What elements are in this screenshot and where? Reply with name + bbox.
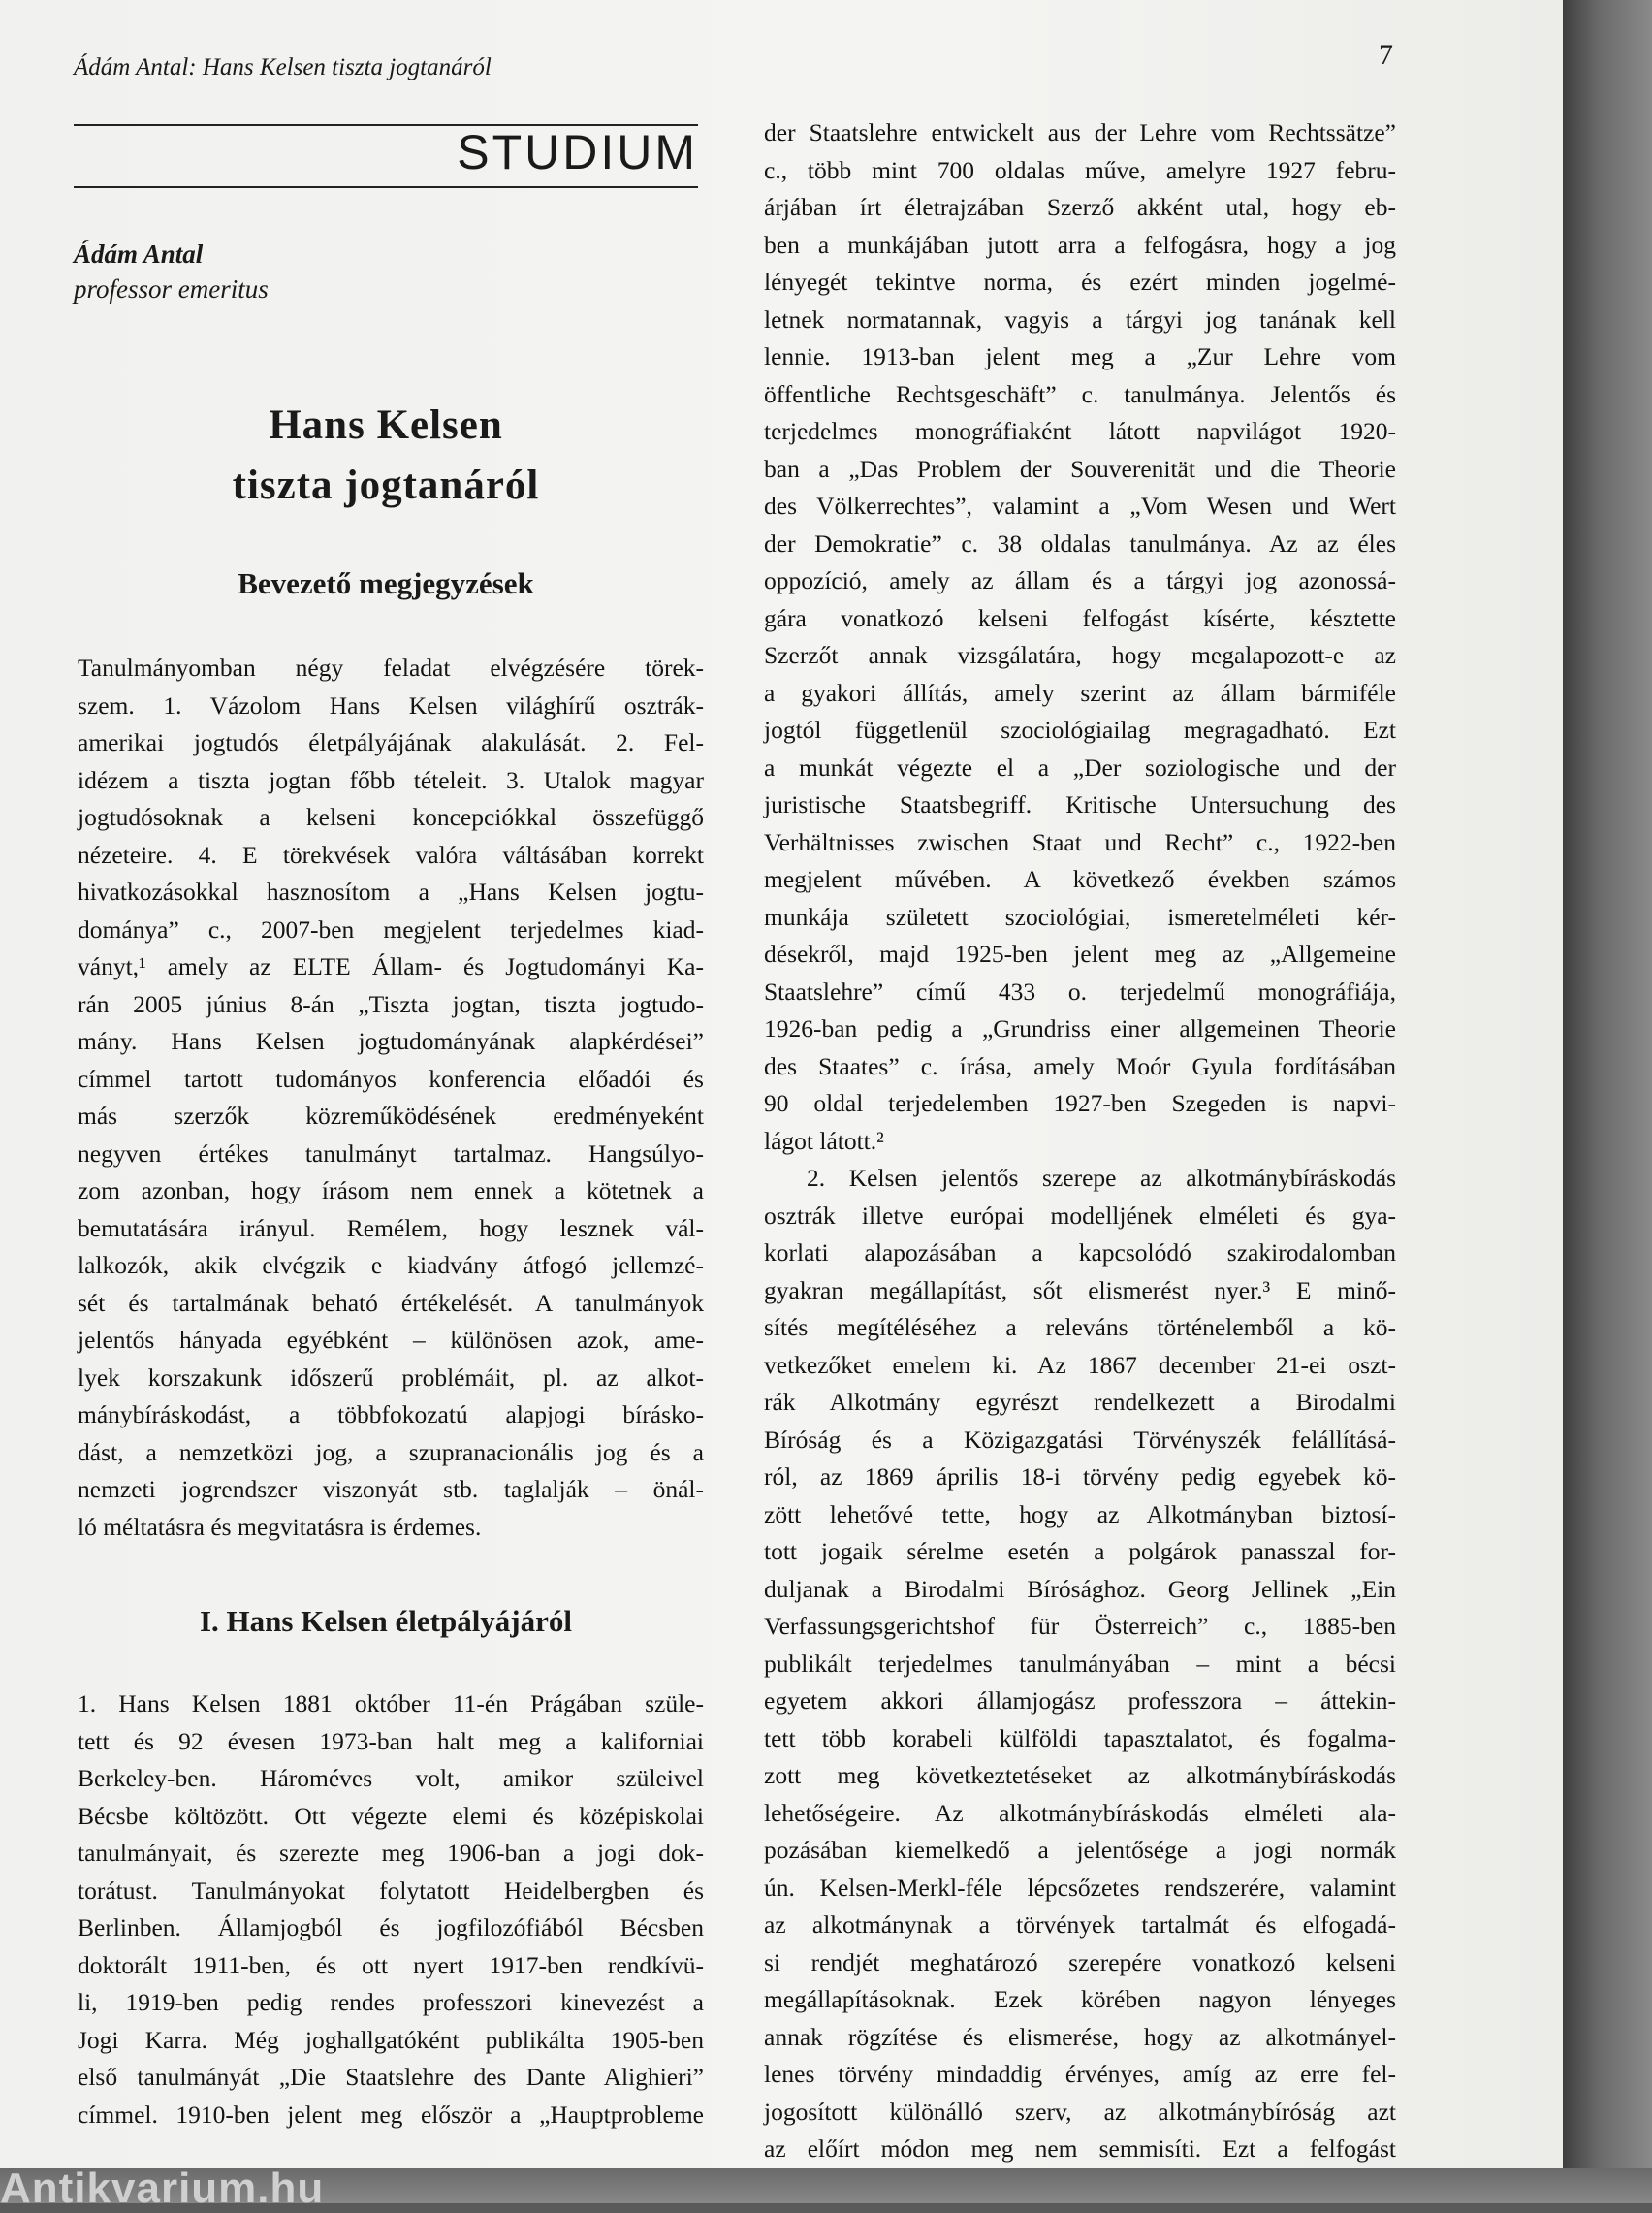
- article-title: [74, 396, 698, 516]
- text-line: ló méltatásra és megvitatásra is érdemes.: [78, 1512, 482, 1541]
- text-line: terjedelmes monográfiaként látott napvilágot 1920-: [764, 417, 1396, 445]
- text-line: lalkozók, akik elvégzik e kiadvány átfogó jellemzé-: [78, 1251, 704, 1279]
- text-line: egyetem akkori államjogász professzora – áttekin-: [764, 1686, 1396, 1715]
- text-line: pozásában kiemelkedő a jelentősége a jogi normák: [764, 1836, 1396, 1864]
- text-line: ben a munkájában jutott arra a felfogásra, hogy a jog: [764, 230, 1396, 259]
- text-line: negyven értékes tanulmányt tartalmaz. Hangsúlyo-: [78, 1139, 704, 1168]
- text-line: si rendjét meghatározó szerepére vonatkozó kelseni: [764, 1947, 1396, 1976]
- text-line: árjában írt életrajzában Szerző akként utal, hogy eb-: [764, 193, 1396, 221]
- text-line: tanulmányait, és szerezte meg 1906-ban a jogi dok-: [78, 1839, 704, 1867]
- text-line: lyek korszakunk időszerű problémáit, pl. az alkot-: [78, 1363, 704, 1392]
- text-line: Szerzőt annak vizsgálatára, hogy megalapozott-e az: [764, 641, 1396, 669]
- text-line: rák Alkotmány egyrészt rendelkezett a Birodalmi: [764, 1388, 1396, 1416]
- text-line: tett és 92 évesen 1973-ban halt meg a kaliforniai: [78, 1726, 704, 1755]
- title-line-2: tiszta jogtanáról: [232, 463, 540, 508]
- text-line: c., több mint 700 oldalas műve, amelyre 1927 febru-: [764, 155, 1396, 184]
- watermark: Antikvarium.hu: [0, 2165, 325, 2212]
- intro-paragraph: [78, 650, 704, 1546]
- running-title: Ádám Antal: Hans Kelsen tiszta jogtanáról: [74, 54, 492, 80]
- text-line: lennie. 1913-ban jelent meg a „Zur Lehre vom: [764, 342, 1396, 370]
- text-line: Berkeley-ben. Hároméves volt, amikor szüleivel: [78, 1764, 704, 1792]
- text-line: első tanulmányát „Die Staatslehre des Dante Alighieri”: [78, 2063, 704, 2091]
- article-subtitle: Bevezető megjegyzések: [238, 566, 534, 600]
- text-line: öffentliche Rechtsgeschäft” c. tanulmánya. Jelentős és: [764, 379, 1396, 408]
- text-line: mánybíráskodást, a többfokozatú alapjogi bírásko-: [78, 1400, 704, 1428]
- text-line: munkája született szociológiai, ismeretelméleti kér-: [764, 902, 1396, 931]
- text-line: Bécsbe költözött. Ott végezte elemi és középiskolai: [78, 1801, 704, 1830]
- text-line: jogosított különálló szerv, az alkotmánybíróság azt: [764, 2097, 1396, 2126]
- text-line: 90 oldal terjedelemben 1927-ben Szegeden is napvi-: [764, 1089, 1396, 1117]
- text-line: a gyakori állítás, amely szerint az állam bármiféle: [764, 678, 1396, 707]
- author-name: Ádám Antal: [74, 240, 204, 269]
- text-line: li, 1919-ben pedig rendes professzori kinevezést a: [78, 1988, 704, 2016]
- text-line: annak rögzítése és elismerése, hogy az alkotmányel-: [764, 2022, 1396, 2051]
- text-line: zott meg következtetéseket az alkotmánybíráskodás: [764, 1761, 1396, 1789]
- text-line: des Staates” c. írása, amely Moór Gyula fordításában: [764, 1051, 1396, 1080]
- text-line: hivatkozásokkal hasznosítom a „Hans Kelsen jogtu-: [78, 878, 704, 906]
- text-line: vetkezőket emelem ki. Az 1867 december 21-ei oszt-: [764, 1350, 1396, 1379]
- text-line: désekről, majd 1925-ben jelent meg az „Allgemeine: [764, 940, 1396, 968]
- text-line: duljanak a Birodalmi Bírósághoz. Georg Jellinek „Ein: [764, 1574, 1396, 1603]
- text-line: Jogi Karra. Még joghallgatóként publikálta 1905-ben: [78, 2025, 704, 2054]
- text-line: 1. Hans Kelsen 1881 október 11-én Prágában szüle-: [78, 1689, 704, 1717]
- text-line: rán 2005 június 8-án „Tiszta jogtan, tiszta jogtudo-: [78, 989, 704, 1018]
- text-line: az alkotmánynak a törvények tartalmát és elfogadá-: [764, 1910, 1396, 1939]
- page-number: 7: [1379, 39, 1393, 71]
- text-line: ványt,¹ amely az ELTE Állam- és Jogtudományi Ka-: [78, 952, 704, 980]
- text-line: szem. 1. Vázolom Hans Kelsen világhírű osztrák-: [78, 690, 704, 720]
- section1-paragraph: [78, 1685, 704, 2133]
- text-line: zom azonban, hogy írásom nem ennek a kötetnek a: [78, 1176, 704, 1204]
- section-label: STUDIUM: [457, 125, 698, 179]
- text-line: címmel. 1910-ben jelent meg először a „Hauptprobleme: [78, 2100, 704, 2129]
- author-block: [74, 237, 269, 306]
- text-line: lenes törvény mindaddig érvényes, amíg az erre fel-: [764, 2060, 1396, 2088]
- author-role: professor emeritus: [74, 274, 269, 304]
- text-line: bemutatására irányul. Remélem, hogy lesznek vál-: [78, 1213, 704, 1242]
- section-heading: I. Hans Kelsen életpályájáról: [199, 1604, 573, 1638]
- text-line: a munkát végezte el a „Der soziologische und der: [764, 753, 1396, 782]
- text-line: jelentős hányada egyébként – különösen azok, ame-: [78, 1326, 704, 1354]
- text-line: az előírt módon meg nem semmisíti. Ezt a felfogást: [764, 2134, 1396, 2163]
- text-line: nemzeti jogrendszer viszonyát stb. taglalják – önál-: [78, 1475, 704, 1503]
- text-line: der Demokratie” c. 38 oldalas tanulmánya. Az az éles: [764, 529, 1396, 558]
- text-line: Verhältnisses zwischen Staat und Recht” c., 1922-ben: [764, 827, 1396, 856]
- right-column: [764, 114, 1396, 2168]
- text-line: Tanulmányomban négy feladat elvégzésére törek-: [78, 654, 704, 682]
- text-line: Verfassungsgerichtshof für Österreich” c., 1885-ben: [764, 1612, 1396, 1640]
- text-line: oppozíció, amely az állam és a tárgyi jog azonossá-: [764, 566, 1396, 594]
- text-line: amerikai jogtudós életpályájának alakulását. 2. Fel-: [78, 728, 704, 756]
- text-line: zött lehetővé tette, hogy az Alkotmányban biztosí-: [764, 1499, 1396, 1528]
- text-line: Staatslehre” című 433 o. terjedelmű monográfiája,: [764, 977, 1396, 1006]
- page-shadow: [1563, 0, 1652, 2203]
- text-line: mány. Hans Kelsen jogtudományának alapkérdései”: [78, 1027, 704, 1055]
- text-line: lágot látott.²: [764, 1126, 884, 1155]
- bottom-rule: [74, 186, 698, 188]
- text-line: gyakran megállapítást, sőt elismerést nyer.³ E minő-: [764, 1275, 1396, 1304]
- text-line: sét és tartalmának beható értékelését. A tanulmányok: [78, 1288, 704, 1317]
- title-line-1: Hans Kelsen: [269, 402, 503, 448]
- text-line: ban a „Das Problem der Souverenität und die Theorie: [764, 454, 1396, 483]
- text-line: torátust. Tanulmányokat folytatott Heidelbergben és: [78, 1876, 704, 1905]
- text-line: megállapításoknak. Ezek körében nagyon lényeges: [764, 1985, 1396, 2013]
- text-line: ún. Kelsen-Merkl-féle lépcsőzetes rendszerére, valamint: [764, 1873, 1396, 1902]
- text-line: 1926-ban pedig a „Grundriss einer allgemeinen Theorie: [764, 1014, 1396, 1042]
- text-line: juristische Staatsbegriff. Kritische Untersuchung des: [764, 790, 1396, 818]
- text-line: dománya” c., 2007-ben megjelent terjedelmes kiad-: [78, 914, 704, 944]
- text-line: korlati alapozásában a kapcsolódó szakirodalomban: [764, 1238, 1396, 1267]
- text-line: doktorált 1911-ben, és ott nyert 1917-ben rendkívü-: [78, 1950, 704, 1979]
- text-line: Bíróság és a Közigazgatási Törvényszék felállításá-: [764, 1425, 1396, 1454]
- text-line: publikált terjedelmes tanulmányában – mint a bécsi: [764, 1649, 1396, 1678]
- text-line: letnek normatannak, vagyis a tárgyi jog tanának kell: [764, 305, 1396, 334]
- text-line: lehetőségeire. Az alkotmánybíráskodás elméleti ala-: [764, 1798, 1396, 1827]
- text-line: nézeteire. 4. E törekvések valóra váltásában korrekt: [78, 840, 704, 869]
- text-line: dást, a nemzetközi jog, a szupranacionális jog és a: [78, 1437, 704, 1466]
- text-line: ról, az 1869 április 18-i törvény pedig egyebek kö-: [764, 1462, 1396, 1491]
- text-line: lényegét tekintve norma, és ezért minden jogelmé-: [764, 268, 1396, 296]
- text-line: 2. Kelsen jelentős szerepe az alkotmánybíráskodás: [807, 1164, 1396, 1192]
- text-line: tott jogaik sérelme esetén a polgárok panasszal for-: [764, 1537, 1396, 1565]
- text-line: címmel tartott tudományos konferencia előadói és: [78, 1064, 704, 1093]
- text-line: idézem a tiszta jogtan főbb tételeit. 3. Utalok magyar: [78, 765, 704, 794]
- text-line: Berlinben. Államjogból és jogfilozófiából Bécsben: [78, 1913, 704, 1941]
- text-line: megjelent művében. A következő években számos: [764, 865, 1396, 893]
- text-line: des Völkerrechtes”, valamint a „Vom Wesen und Wert: [764, 492, 1396, 520]
- text-line: tett több korabeli külföldi tapasztalatot, és fogalma-: [764, 1723, 1396, 1752]
- text-line: osztrák illetve európai modelljének elméleti és gya-: [764, 1201, 1396, 1230]
- text-line: jogtól függetlenül szociológiailag megragadható. Ezt: [764, 716, 1396, 744]
- text-line: der Staatslehre entwickelt aus der Lehre vom Rechtssätze”: [764, 118, 1396, 146]
- text-line: sítés megítéléséhez a releváns történelemből a kö-: [764, 1313, 1396, 1341]
- text-line: gára vonatkozó kelseni felfogást kísérte, késztette: [764, 603, 1396, 632]
- text-line: más szerzők közreműködésének eredményeként: [78, 1102, 704, 1130]
- text-line: jogtudósoknak a kelseni koncepciókkal összefüggő: [78, 803, 704, 831]
